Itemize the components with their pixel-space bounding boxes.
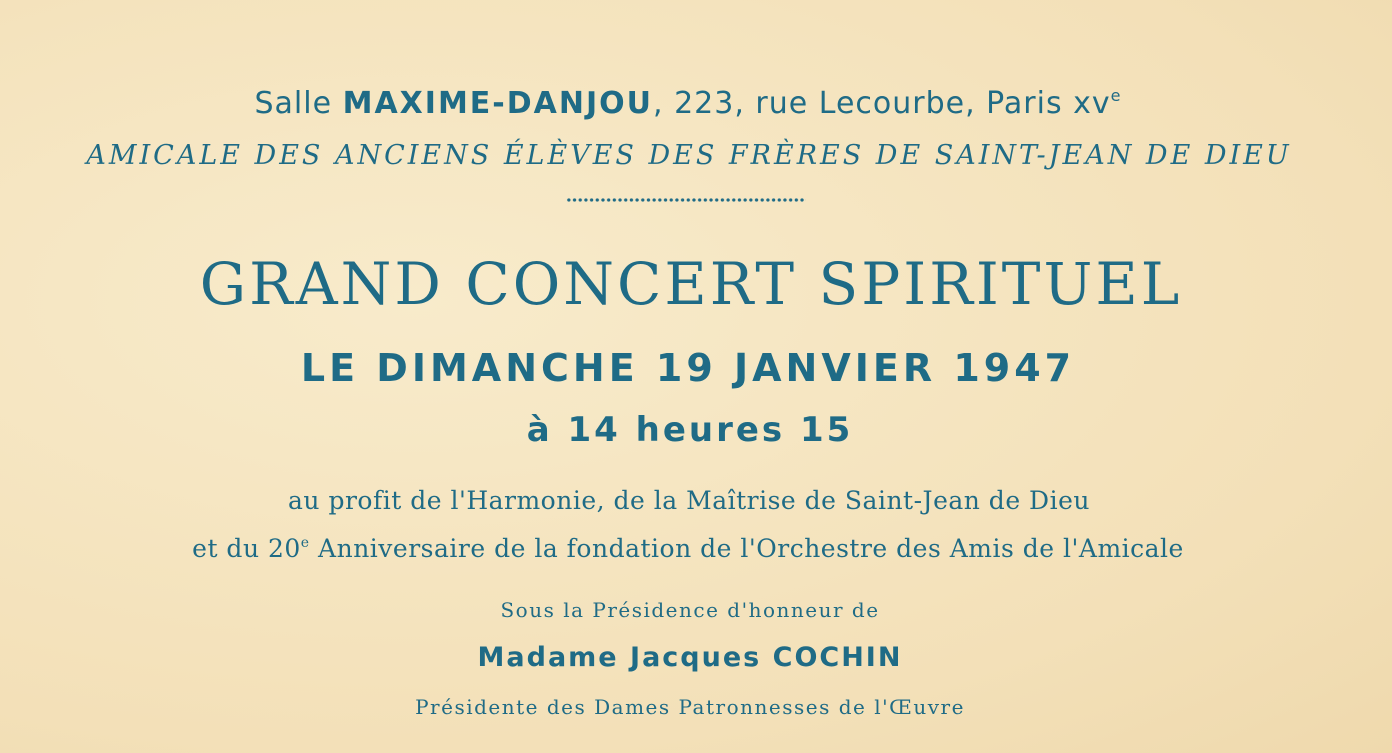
- patron-name: [478, 642, 903, 673]
- beneficiary-line-2-start: et du 20: [192, 534, 301, 563]
- venue-arrondissement-suffix: e: [1110, 86, 1122, 105]
- beneficiary-line-2-end: Anniversaire de la fondation de l'Orchestre des Amis de l'Amicale: [309, 534, 1184, 563]
- beneficiary-line-1: au profit de l'Harmonie, de la Maîtrise de Saint-Jean de Dieu: [288, 486, 1090, 515]
- presidency-intro: Sous la Présidence d'honneur de: [500, 598, 880, 622]
- venue-line: [255, 86, 1122, 121]
- concert-time: à 14 heures 15: [526, 410, 854, 450]
- venue-prefix: Salle: [254, 86, 343, 121]
- concert-title: GRAND CONCERT SPIRITUEL: [199, 250, 1183, 318]
- ordinal-suffix: e: [300, 535, 310, 551]
- patron-title: Madame Jacques: [477, 642, 773, 673]
- venue-address: , 223, rue Lecourbe, Paris xv: [653, 86, 1111, 121]
- concert-date: LE DIMANCHE 19 JANVIER 1947: [300, 346, 1076, 390]
- patron-surname: COCHIN: [772, 642, 903, 673]
- beneficiary-line-2: [192, 534, 1184, 563]
- association-name: AMICALE DES ANCIENS ÉLÈVES DES FRÈRES DE SAINT-JEAN DE DIEU: [86, 140, 1292, 171]
- venue-name: MAXIME-DANJOU: [342, 86, 654, 121]
- dotted-divider: [566, 197, 806, 203]
- patron-role: Présidente des Dames Patronnesses de l'Œuvre: [415, 695, 965, 719]
